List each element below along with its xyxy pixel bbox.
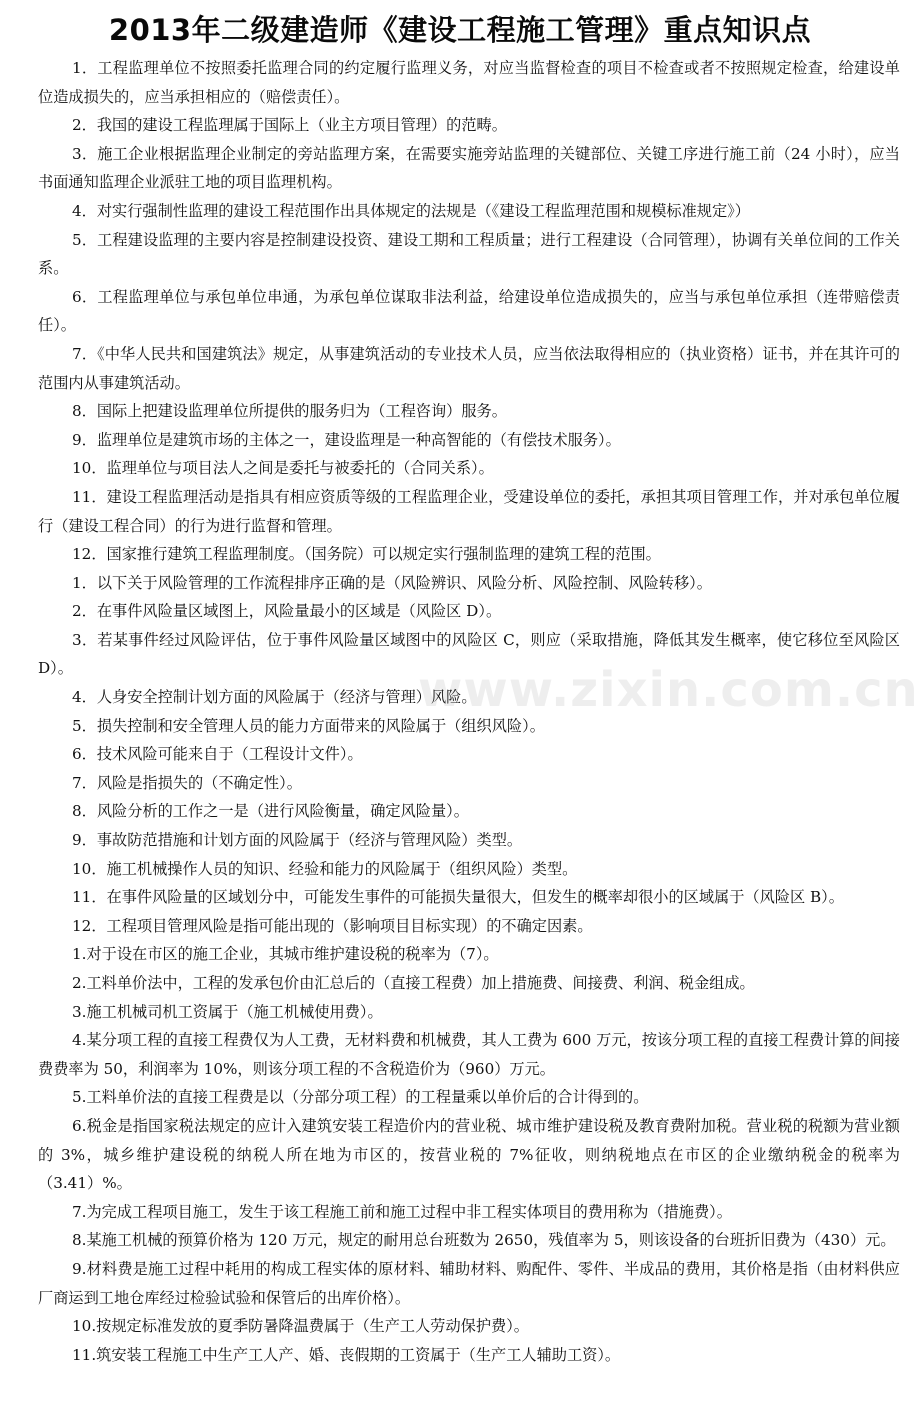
document-title: 2013年二级建造师《建设工程施工管理》重点知识点 bbox=[108, 13, 812, 47]
paragraph: 5.工料单价法的直接工程费是以（分部分项工程）的工程量乘以单价后的合计得到的。 bbox=[72, 1088, 649, 1107]
paragraph: 8．风险分析的工作之一是（进行风险衡量，确定风险量）。 bbox=[72, 802, 469, 821]
paragraph: 10．施工机械操作人员的知识、经验和能力的风险属于（组织风险）类型。 bbox=[72, 859, 578, 878]
paragraph: 2.工料单价法中，工程的发承包价由汇总后的（直接工程费）加上措施费、间接费、利润、税金组成。 bbox=[72, 974, 755, 992]
paragraph: 4．人身安全控制计划方面的风险属于（经济与管理）风险。 bbox=[72, 688, 477, 707]
paragraph: 8．国际上把建设监理单位所提供的服务归为（工程咨询）服务。 bbox=[72, 402, 507, 421]
paragraph: 7.为完成工程项目施工，发生于该工程施工前和施工过程中非工程实体项目的费用称为（措施费）。 bbox=[72, 1202, 732, 1221]
paragraph: 5．损失控制和安全管理人员的能力方面带来的风险属于（组织风险）。 bbox=[72, 716, 545, 735]
paragraph: 8.某施工机械的预算价格为 120 万元，规定的耐用总台班数为 2650，残值率为 5，则该设备的台班折旧费为（430）元。 bbox=[72, 1231, 896, 1250]
watermark: www.zixin.com.cn bbox=[418, 662, 919, 718]
paragraph: 11．在事件风险量的区域划分中，可能发生事件的可能损失量很大，但发生的概率却很小的区域属于（风险区 B）。 bbox=[72, 888, 844, 907]
paragraph: 9．监理单位是建筑市场的主体之一，建设监理是一种高智能的（有偿技术服务）。 bbox=[72, 430, 621, 449]
paragraph: 1．以下关于风险管理的工作流程排序正确的是（风险辨识、风险分析、风险控制、风险转移）。 bbox=[72, 573, 712, 592]
paragraph: 10．监理单位与项目法人之间是委托与被委托的（合同关系）。 bbox=[72, 459, 494, 478]
paragraph: 7．风险是指损失的（不确定性）。 bbox=[72, 773, 302, 792]
paragraph: 12．国家推行建筑工程监理制度。（国务院）可以规定实行强制监理的建筑工程的范围。 bbox=[72, 545, 661, 564]
paragraph: 4．对实行强制性监理的建设工程范围作出具体规定的法规是（《建设工程监理范围和规模标准规定》） bbox=[72, 201, 750, 220]
paragraph: 9．事故防范措施和计划方面的风险属于（经济与管理风险）类型。 bbox=[72, 831, 523, 850]
paragraph: 2．我国的建设工程监理属于国际上（业主方项目管理）的范畴。 bbox=[72, 116, 507, 135]
paragraph: 7．《中华人民共和国建筑法》规定，从事建筑活动的专业技术人员，应当依法取得相应的（执业资格）证书，并在其许可的范围内从事建筑活动。 bbox=[38, 344, 900, 392]
paragraph: 11.筑安装工程施工中生产工人产、婚、丧假期的工资属于（生产工人辅助工资）。 bbox=[72, 1345, 621, 1364]
paragraph: 10.按规定标准发放的夏季防暑降温费属于（生产工人劳动保护费）。 bbox=[72, 1317, 529, 1336]
document-body bbox=[38, 54, 900, 1369]
paragraph: 12．工程项目管理风险是指可能出现的（影响项目目标实现）的不确定因素。 bbox=[72, 916, 593, 935]
paragraph: 3.施工机械司机工资属于（施工机械使用费）。 bbox=[72, 1002, 383, 1021]
paragraph: 6．工程监理单位与承包单位串通，为承包单位谋取非法利益，给建设单位造成损失的，应当与承包单位承担（连带赔偿责任）。 bbox=[38, 287, 900, 335]
paragraph: 6．技术风险可能来自于（工程设计文件）。 bbox=[72, 745, 363, 764]
paragraph: 1.对于设在市区的施工企业，其城市维护建设税的税率为（7）。 bbox=[72, 945, 499, 964]
paragraph: 11．建设工程监理活动是指具有相应资质等级的工程监理企业，受建设单位的委托，承担其项目管理工作，并对承包单位履行（建设工程合同）的行为进行监督和管理。 bbox=[38, 487, 900, 535]
paragraph: 2．在事件风险量区域图上，风险量最小的区域是（风险区 D）。 bbox=[72, 602, 502, 621]
paragraph: 1．工程监理单位不按照委托监理合同的约定履行监理义务，对应当监督检查的项目不检查或者不按照规定检查，给建设单位造成损失的，应当承担相应的（赔偿责任）。 bbox=[38, 59, 900, 106]
paragraph: 9.材料费是施工过程中耗用的构成工程实体的原材料、辅助材料、购配件、零件、半成品的费用，其价格是指（由材料供应厂商运到工地仓库经过检验试验和保管后的出库价格）。 bbox=[38, 1259, 900, 1307]
paragraph: 5．工程建设监理的主要内容是控制建设投资、建设工期和工程质量；进行工程建设（合同管理），协调有关单位间的工作关系。 bbox=[38, 230, 900, 278]
paragraph: 4.某分项工程的直接工程费仅为人工费，无材料费和机械费，其人工费为 600 万元，按该分项工程的直接工程费计算的间接费费率为 50，利润率为 10%，则该分项工程的不含税造价为（960）万元。 bbox=[38, 1031, 900, 1078]
paragraph: 6.税金是指国家税法规定的应计入建筑安装工程造价内的营业税、城市维护建设税及教育费附加税。营业税的税额为营业额的 3%，城乡维护建设税的纳税人所在地为市区的，按营业税的 7%征收，则纳税地点在市区的企业缴纳税金的税率为（3.41）%。 bbox=[38, 1116, 900, 1193]
paragraph: 3．施工企业根据监理企业制定的旁站监理方案，在需要实施旁站监理的关键部位、关键工序进行施工前（24 小时），应当书面通知监理企业派驻工地的项目监理机构。 bbox=[38, 144, 900, 192]
paragraph: 3．若某事件经过风险评估，位于事件风险量区域图中的风险区 C，则应（采取措施，降低其发生概率，使它移位至风险区 D）。 bbox=[38, 630, 900, 678]
